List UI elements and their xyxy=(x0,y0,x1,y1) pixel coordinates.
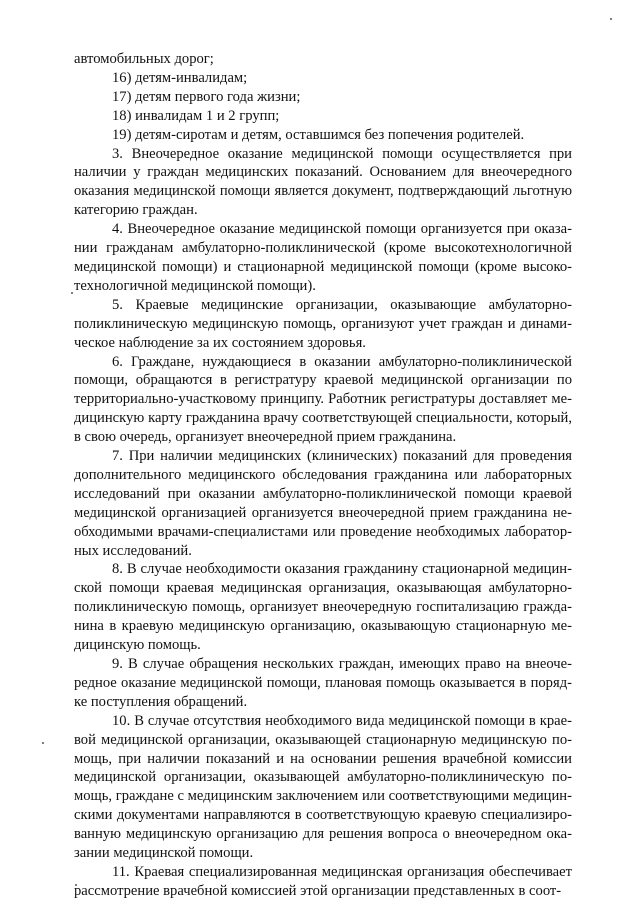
paragraph: 9. В случае обращения нескольких граждан, имеющих право на внеочередное оказание медицинской помощи, плановая помощь оказывается в порядке поступления обращений. xyxy=(74,656,572,710)
paragraph: 3. Внеочередное оказание медицинской помощи осуществляется при наличии у граждан медицинских показаний. Основанием для внеочередного оказания медицинской помощи является документ, подтверждающий льготную категорию граждан. xyxy=(74,145,572,219)
document-body xyxy=(74,50,572,901)
paragraph: 6. Граждане, нуждающиеся в оказании амбулаторно-поликлинической помощи, обращаются в регистратуру краевой медицинской организации по территориально-участковому принципу. Работник регистратуры доставляет медицинскую карту гражданина врачу соответствующей специальности, который, в свою очередь, организует внеочередной прием гражданина. xyxy=(74,353,572,446)
paragraph: 5. Краевые медицинские организации, оказывающие амбулаторно-поликлиническую медицинскую помощь, организуют учет граждан и динамическое наблюдение за их состоянием здоровья. xyxy=(74,296,572,351)
scan-speck xyxy=(42,742,44,744)
paragraph: 4. Внеочередное оказание медицинской помощи организуется при оказании гражданам амбулаторно-поликлинической (кроме высокотехнологичной медицинской помощи) и стационарной медицинской помощи (кроме высокотехнологичной медицинской помощи). xyxy=(74,221,572,294)
scan-speck xyxy=(71,292,73,294)
paragraph: 11. Краевая специализированная медицинская организация обеспечивает рассмотрение врачебной комиссией этой организации представленных в соот- xyxy=(74,863,572,899)
continued-text: автомобильных дорог; xyxy=(74,51,214,67)
list-item: 16) детям-инвалидам; xyxy=(112,69,248,86)
list-item: 19) детям-сиротам и детям, оставшимся без попечения родителей. xyxy=(112,126,525,143)
list-item: 17) детям первого года жизни; xyxy=(112,88,301,105)
paragraph: 10. В случае отсутствия необходимого вида медицинской помощи в краевой медицинской организации, оказывающей стационарную медицинскую помощь, при наличии показаний и на основании решения врачебной комиссии медицинской организации, оказывающей амбулаторно-поликлиническую помощь, граждане с медицинским заключением или соответствующими медицинскими документами направляются в соответствующую краевую специализированную медицинскую организацию для решения вопроса о внеочередном оказании медицинской помощи. xyxy=(74,712,572,862)
scan-speck xyxy=(610,18,612,20)
paragraph: 7. При наличии медицинских (клинических) показаний для проведения дополнительного медицинского обследования гражданина или лабораторных исследований при оказании амбулаторно-поликлинической помощи краевой медицинской организацией организуется внеочередной прием гражданина необходимыми врачами-специалистами или проведение необходимых лабораторных исследований. xyxy=(74,448,572,559)
paragraph: 8. В случае необходимости оказания гражданину стационарной медицинской помощи краевая медицинская организация, оказывающая амбулаторно-поликлиническую помощь, организует внеочередную госпитализацию гражданина в краевую медицинскую организацию, оказывающую стационарную медицинскую помощь. xyxy=(74,561,572,654)
list-item: 18) инвалидам 1 и 2 групп; xyxy=(112,107,280,124)
